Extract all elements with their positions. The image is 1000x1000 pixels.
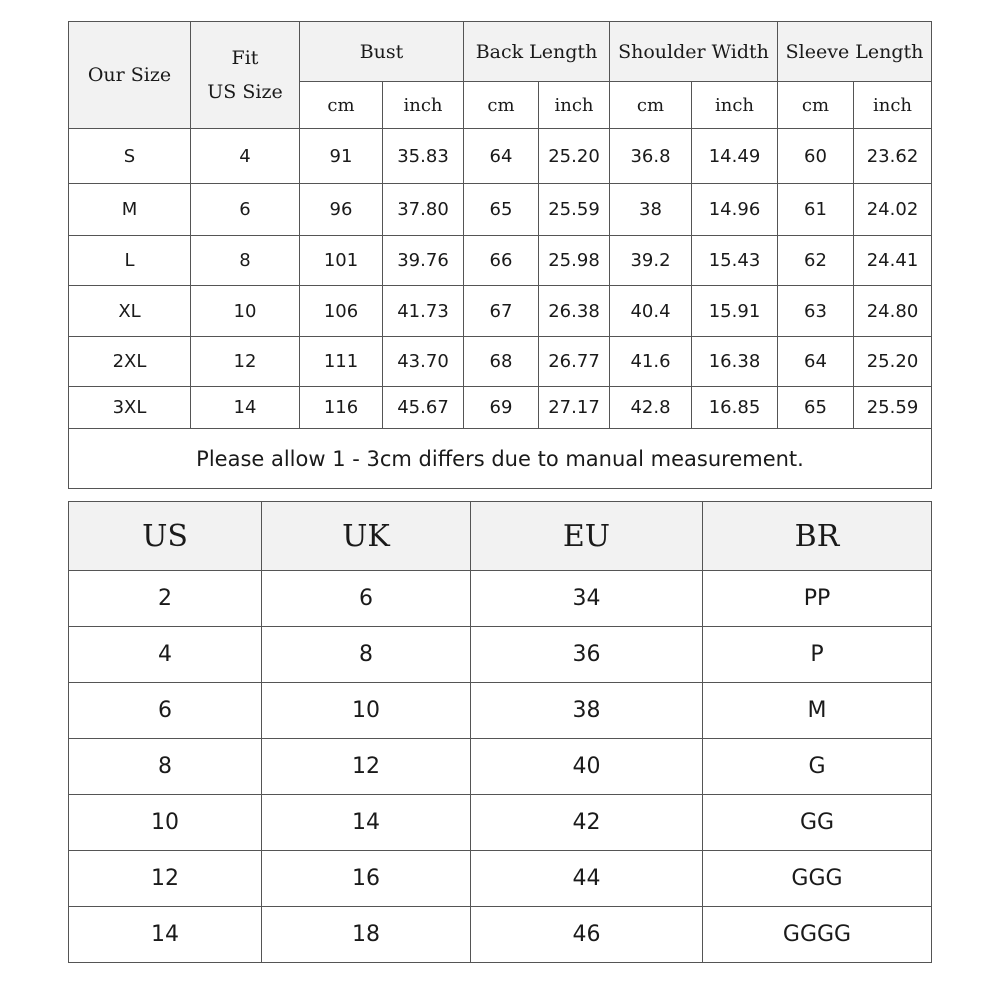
size-conversion-table (68, 501, 932, 963)
cell-sleeve-length-inch: 25.20 (854, 337, 932, 387)
unit-cm: cm (778, 82, 854, 129)
cell-sleeve-length-cm: 61 (778, 184, 854, 236)
unit-inch: inch (539, 82, 610, 129)
header-our-size: Our Size (69, 22, 191, 129)
cell-bust-inch: 43.70 (383, 337, 464, 387)
cell-bust-cm: 106 (300, 286, 383, 337)
cell-shoulder-width-inch: 14.49 (692, 129, 778, 184)
cell-us-size: 6 (191, 184, 300, 236)
cell-us: 6 (69, 683, 262, 739)
cell-eu: 44 (471, 851, 703, 907)
cell-shoulder-width-inch: 16.85 (692, 387, 778, 429)
cell-eu: 46 (471, 907, 703, 963)
cell-bust-inch: 45.67 (383, 387, 464, 429)
unit-inch: inch (692, 82, 778, 129)
cell-uk: 6 (262, 571, 471, 627)
cell-back-length-inch: 27.17 (539, 387, 610, 429)
cell-sleeve-length-cm: 63 (778, 286, 854, 337)
cell-shoulder-width-cm: 41.6 (610, 337, 692, 387)
conversion-row (69, 795, 932, 851)
size-row (69, 184, 932, 236)
cell-back-length-inch: 25.20 (539, 129, 610, 184)
cell-sleeve-length-inch: 23.62 (854, 129, 932, 184)
cell-our-size: L (69, 236, 191, 286)
conversion-row (69, 907, 932, 963)
conversion-row (69, 851, 932, 907)
cell-sleeve-length-inch: 24.02 (854, 184, 932, 236)
cell-sleeve-length-inch: 24.80 (854, 286, 932, 337)
cell-back-length-cm: 64 (464, 129, 539, 184)
cell-sleeve-length-cm: 64 (778, 337, 854, 387)
size-row (69, 286, 932, 337)
cell-sleeve-length-inch: 25.59 (854, 387, 932, 429)
cell-back-length-cm: 66 (464, 236, 539, 286)
cell-uk: 12 (262, 739, 471, 795)
cell-uk: 8 (262, 627, 471, 683)
unit-cm: cm (610, 82, 692, 129)
size-row (69, 236, 932, 286)
cell-our-size: M (69, 184, 191, 236)
unit-inch: inch (854, 82, 932, 129)
cell-us: 10 (69, 795, 262, 851)
header-sleeve-length: Sleeve Length (778, 22, 932, 82)
unit-cm: cm (464, 82, 539, 129)
cell-shoulder-width-inch: 15.43 (692, 236, 778, 286)
cell-bust-inch: 35.83 (383, 129, 464, 184)
cell-back-length-inch: 25.98 (539, 236, 610, 286)
cell-uk: 10 (262, 683, 471, 739)
cell-shoulder-width-inch: 14.96 (692, 184, 778, 236)
cell-shoulder-width-cm: 36.8 (610, 129, 692, 184)
cell-back-length-cm: 65 (464, 184, 539, 236)
header-back-length: Back Length (464, 22, 610, 82)
cell-eu: 34 (471, 571, 703, 627)
header-fit-label: Fit (231, 47, 259, 69)
cell-uk: 18 (262, 907, 471, 963)
cell-sleeve-length-inch: 24.41 (854, 236, 932, 286)
cell-bust-inch: 39.76 (383, 236, 464, 286)
measurement-note: Please allow 1 - 3cm differs due to manual measurement. (69, 429, 932, 489)
cell-back-length-cm: 67 (464, 286, 539, 337)
cell-us-size: 8 (191, 236, 300, 286)
cell-sleeve-length-cm: 62 (778, 236, 854, 286)
cell-bust-cm: 101 (300, 236, 383, 286)
cell-bust-cm: 96 (300, 184, 383, 236)
cell-our-size: S (69, 129, 191, 184)
cell-br: GGGG (703, 907, 932, 963)
cell-eu: 38 (471, 683, 703, 739)
cell-bust-inch: 37.80 (383, 184, 464, 236)
cell-us: 4 (69, 627, 262, 683)
size-row (69, 129, 932, 184)
header-eu: EU (471, 502, 703, 571)
header-uk: UK (262, 502, 471, 571)
cell-eu: 42 (471, 795, 703, 851)
header-br: BR (703, 502, 932, 571)
cell-us-size: 4 (191, 129, 300, 184)
cell-sleeve-length-cm: 60 (778, 129, 854, 184)
header-bust: Bust (300, 22, 464, 82)
cell-shoulder-width-cm: 42.8 (610, 387, 692, 429)
cell-back-length-inch: 26.38 (539, 286, 610, 337)
cell-shoulder-width-cm: 39.2 (610, 236, 692, 286)
cell-back-length-inch: 26.77 (539, 337, 610, 387)
conversion-row (69, 683, 932, 739)
header-shoulder-width: Shoulder Width (610, 22, 778, 82)
unit-inch: inch (383, 82, 464, 129)
cell-back-length-cm: 68 (464, 337, 539, 387)
cell-shoulder-width-cm: 40.4 (610, 286, 692, 337)
header-us: US (69, 502, 262, 571)
cell-us: 2 (69, 571, 262, 627)
cell-us: 14 (69, 907, 262, 963)
unit-cm: cm (300, 82, 383, 129)
cell-our-size: 2XL (69, 337, 191, 387)
cell-shoulder-width-inch: 15.91 (692, 286, 778, 337)
cell-bust-inch: 41.73 (383, 286, 464, 337)
cell-br: GG (703, 795, 932, 851)
cell-br: PP (703, 571, 932, 627)
cell-our-size: 3XL (69, 387, 191, 429)
cell-uk: 14 (262, 795, 471, 851)
cell-eu: 40 (471, 739, 703, 795)
size-chart-body (69, 129, 932, 489)
cell-br: GGG (703, 851, 932, 907)
cell-us-size: 12 (191, 337, 300, 387)
size-row (69, 387, 932, 429)
cell-us: 8 (69, 739, 262, 795)
cell-back-length-inch: 25.59 (539, 184, 610, 236)
size-row (69, 337, 932, 387)
conversion-chart-body (69, 571, 932, 963)
cell-uk: 16 (262, 851, 471, 907)
cell-bust-cm: 116 (300, 387, 383, 429)
cell-our-size: XL (69, 286, 191, 337)
cell-bust-cm: 111 (300, 337, 383, 387)
cell-sleeve-length-cm: 65 (778, 387, 854, 429)
cell-us: 12 (69, 851, 262, 907)
cell-us-size: 14 (191, 387, 300, 429)
conversion-row (69, 627, 932, 683)
cell-back-length-cm: 69 (464, 387, 539, 429)
cell-us-size: 10 (191, 286, 300, 337)
cell-br: P (703, 627, 932, 683)
size-chart-table (68, 21, 932, 489)
cell-br: G (703, 739, 932, 795)
cell-shoulder-width-cm: 38 (610, 184, 692, 236)
cell-br: M (703, 683, 932, 739)
conversion-row (69, 739, 932, 795)
cell-eu: 36 (471, 627, 703, 683)
conversion-row (69, 571, 932, 627)
cell-shoulder-width-inch: 16.38 (692, 337, 778, 387)
header-fit-us-size (191, 22, 300, 129)
header-us-size-label: US Size (207, 81, 283, 103)
cell-bust-cm: 91 (300, 129, 383, 184)
